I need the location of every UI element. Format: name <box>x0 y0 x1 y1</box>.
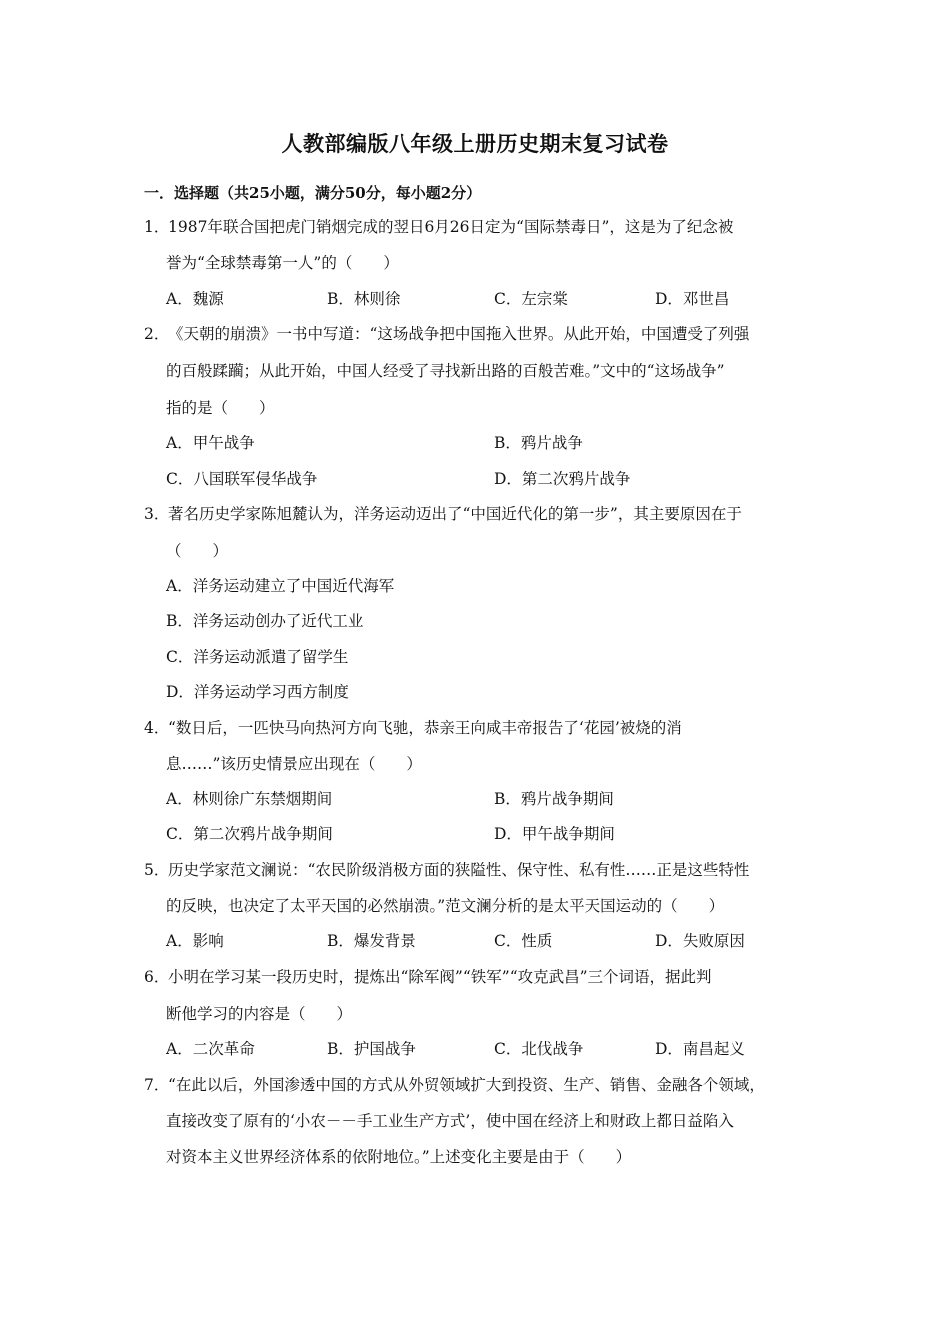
question-text-line: 的百般蹂躏；从此开始，中国人经受了寻找新出路的百般苦难。”文中的“这场战争” <box>166 362 725 380</box>
question-text-line: 指的是（ ） <box>166 399 275 417</box>
option-a: A．洋务运动建立了中国近代海军 <box>166 577 395 595</box>
question-text-line: 断他学习的内容是（ ） <box>166 1005 353 1023</box>
question-number: 1． <box>144 218 170 236</box>
option-d: D．洋务运动学习西方制度 <box>166 683 349 701</box>
option-d: D．甲午战争期间 <box>494 825 615 843</box>
option-c: C．第二次鸦片战争期间 <box>166 825 333 843</box>
option-b: B．洋务运动创办了近代工业 <box>166 612 364 630</box>
option-b: B．林则徐 <box>327 290 401 308</box>
option-a: A．林则徐广东禁烟期间 <box>166 790 333 808</box>
question-text-line: 对资本主义世界经济体系的依附地位。”上述变化主要是由于（ ） <box>166 1148 632 1166</box>
page-title: 人教部编版八年级上册历史期末复习试卷 <box>281 131 669 156</box>
question-text-line: “在此以后，外国渗透中国的方式从外贸领域扩大到投资、生产、销售、金融各个领域， <box>168 1076 765 1094</box>
option-a: A．二次革命 <box>166 1040 255 1058</box>
question-text-line: 《天朝的崩溃》一书中写道：“这场战争把中国拖入世界。从此开始，中国遭受了列强 <box>168 325 750 343</box>
question-text-line: 誉为“全球禁毒第一人”的（ ） <box>166 254 399 272</box>
question-number: 4． <box>144 719 170 737</box>
option-b: B．鸦片战争 <box>494 434 583 452</box>
question-number: 2． <box>144 325 170 343</box>
question-number: 3． <box>144 505 170 523</box>
option-c: C．北伐战争 <box>494 1040 584 1058</box>
option-c: C．洋务运动派遣了留学生 <box>166 648 349 666</box>
option-b: B．爆发背景 <box>327 932 416 950</box>
option-a: A．影响 <box>166 932 224 950</box>
question-text-line: 直接改变了原有的‘小农－－手工业生产方式’，使中国在经济上和财政上都日益陷入 <box>166 1112 734 1130</box>
option-d: D．第二次鸦片战争 <box>494 470 631 488</box>
option-c: C．性质 <box>494 932 553 950</box>
question-number: 7． <box>144 1076 170 1094</box>
option-d: D．邓世昌 <box>655 290 730 308</box>
question-number: 5． <box>144 861 170 879</box>
option-a: A．甲午战争 <box>166 434 255 452</box>
question-text-line: 1987年联合国把虎门销烟完成的翌日6月26日定为“国际禁毒日”，这是为了纪念被 <box>168 218 734 236</box>
option-d: D．失败原因 <box>655 932 745 950</box>
question-text-line: 小明在学习某一段历史时，提炼出“除军阀”“铁军”“攻克武昌”三个词语，据此判 <box>168 968 712 986</box>
option-a: A．魏源 <box>166 290 224 308</box>
question-text-line: 的反映，也决定了太平天国的必然崩溃。”范文澜分析的是太平天国运动的（ ） <box>166 897 725 915</box>
option-c: C．左宗棠 <box>494 290 568 308</box>
option-c: C．八国联军侵华战争 <box>166 470 318 488</box>
option-d: D．南昌起义 <box>655 1040 745 1058</box>
option-b: B．鸦片战争期间 <box>494 790 614 808</box>
option-b: B．护国战争 <box>327 1040 416 1058</box>
section-heading: 一．选择题（共25小题，满分50分，每小题2分） <box>144 184 482 202</box>
question-number: 6． <box>144 968 170 986</box>
question-text-line: 著名历史学家陈旭麓认为，洋务运动迈出了“中国近代化的第一步”，其主要原因在于 <box>168 505 742 523</box>
question-text-line: 息……”该历史情景应出现在（ ） <box>166 755 422 773</box>
question-text-line: 历史学家范文澜说：“农民阶级消极方面的狭隘性、保守性、私有性……正是这些特性 <box>168 861 750 879</box>
question-text-line: （ ） <box>166 542 229 560</box>
question-text-line: “数日后，一匹快马向热河方向飞驰，恭亲王向咸丰帝报告了‘花园’被烧的消 <box>168 719 682 737</box>
